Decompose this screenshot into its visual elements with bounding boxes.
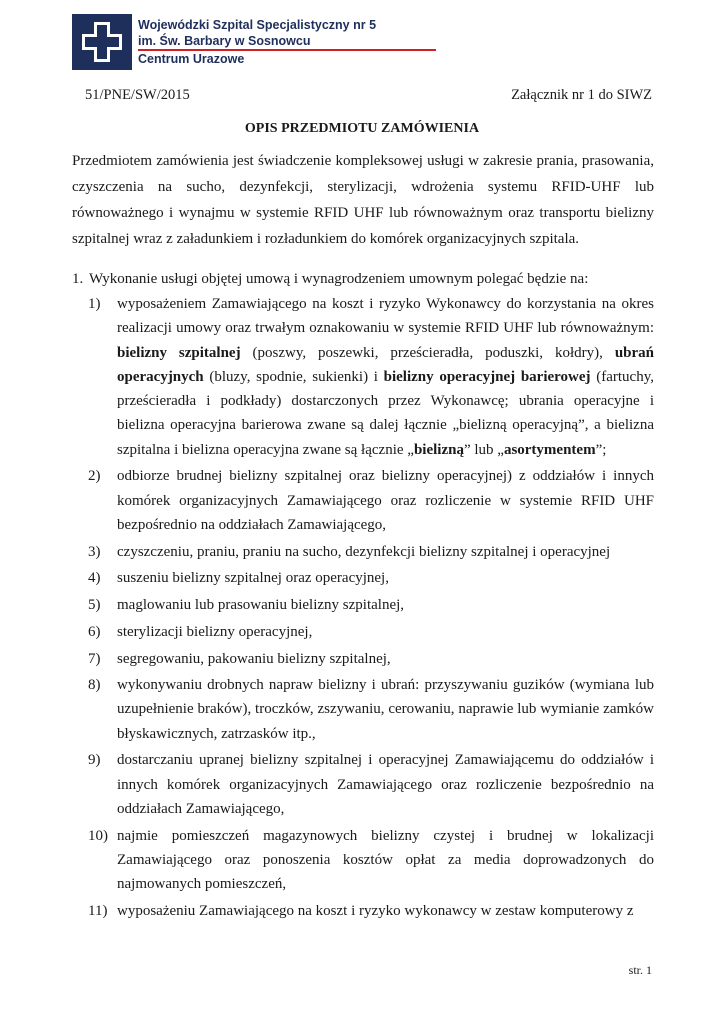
bold-term: asortymentem	[503, 441, 596, 458]
list-item-text: najmie pomieszczeń magazynowych bielizny czystej i brudnej w lokalizacji Zamawiającego oraz ponoszenia kosztów opłat za media doprowadzonych do najmowanych pomieszczeń,	[117, 827, 654, 893]
logo-line-2: im. Św. Barbary w Sosnowcu	[138, 34, 311, 48]
hospital-logo	[72, 14, 377, 70]
list-item	[88, 824, 654, 897]
section-1-lead	[72, 271, 588, 288]
page-title: OPIS PRZEDMIOTU ZAMÓWIENIA	[244, 121, 480, 136]
list-item-text: ” lub „	[463, 441, 504, 458]
list-item-number: 1)	[88, 296, 101, 312]
list-item-number: 4)	[88, 570, 101, 587]
list-item	[88, 593, 654, 617]
list-item	[88, 647, 654, 671]
list-item-number: 5)	[88, 597, 101, 614]
section-1-number: 1.	[72, 271, 84, 287]
intro-paragraph: Przedmiotem zamówienia jest świadczenie kompleksowej usługi w zakresie prania, prasowania, czyszczenia na sucho, dezynfekcji, sterylizacji, wdrożenia systemu RFID-UHF lub równoważnego i wynajmu w systemie RFID UHF lub równoważnym oraz transportu bielizny szpitalnej wraz z załadunkiem i rozładunkiem do komórek organizacyjnych szpitala.	[72, 153, 654, 247]
list-item	[88, 566, 654, 590]
logo-red-rule	[138, 49, 436, 51]
list-item-text: wyposażeniem Zamawiającego na koszt i ryzyko Wykonawcy do korzystania na okres realizacji umowy oraz trwałym oznakowaniu w systemie RFID UHF lub równoważnym:	[117, 296, 654, 337]
list-item-number: 8)	[88, 677, 101, 694]
logo-line-3: Centrum Urazowe	[138, 52, 245, 66]
list-item-text: (poszwy, poszewki, prześcieradła, poduszki, kołdry),	[240, 344, 615, 361]
list-item-text: ”;	[595, 441, 607, 458]
logo-line-1: Wojewódzki Szpital Specjalistyczny nr 5	[138, 18, 377, 32]
list-item-text: (fartuchy, prześcieradła i podkłady) dostarczonych przez Wykonawcę; ubrania operacyjne i bielizna operacyjna barierowa zwane są dalej łącznie „bielizną operacyjną”, a bielizna szpitalna i bielizna operacyjna zwane są łącznie „	[117, 368, 654, 458]
list-item-text: sterylizacji bielizny operacyjnej,	[117, 623, 313, 640]
list-item	[88, 540, 654, 564]
list-item-text: dostarczaniu upranej bielizny szpitalnej i operacyjnej Zamawiającemu do oddziałów i innych komórek organizacyjnych Zamawiającego oraz rozliczenie bezpośrednio na oddziałach Zamawiającego,	[117, 752, 654, 818]
list-item	[88, 899, 654, 923]
list-item-text: odbiorze brudnej bielizny szpitalnej oraz bielizny operacyjnej) z oddziałów i innych komórek organizacyjnych Zamawiającego oraz rozliczenie w systemie RFID UHF bezpośrednio na oddziałach Zamawiającego,	[117, 468, 654, 534]
list-item-number: 11)	[88, 903, 108, 920]
bold-term: ubrań operacyjnych	[117, 344, 654, 385]
list-item-number: 7)	[88, 650, 101, 667]
bold-term: bielizny operacyjnej barierowej	[383, 368, 591, 385]
list-item-text: segregowaniu, pakowaniu bielizny szpitalnej,	[117, 650, 391, 667]
list-item-number: 10)	[88, 827, 108, 844]
list-item	[88, 620, 654, 644]
list-item-number: 2)	[88, 468, 101, 485]
list-item-number: 3)	[88, 543, 101, 560]
list-item-text: wyposażeniu Zamawiającego na koszt i ryzyko wykonawcy w zestaw komputerowy z	[117, 903, 634, 920]
list-item	[88, 464, 654, 537]
list-item-number: 9)	[88, 752, 101, 769]
hospital-cross-icon	[72, 14, 132, 70]
list-item-text: suszeniu bielizny szpitalnej oraz operacyjnej,	[117, 570, 389, 587]
list-item	[88, 748, 654, 821]
page-number: str. 1	[628, 963, 652, 977]
services-list	[88, 292, 654, 926]
list-item	[88, 292, 654, 462]
list-item	[88, 673, 654, 746]
list-item-text: czyszczeniu, praniu, praniu na sucho, dezynfekcji bielizny szpitalnej i operacyjnej	[117, 543, 611, 560]
bold-term: bielizny szpitalnej	[117, 344, 241, 361]
list-item-text: wykonywaniu drobnych napraw bielizny i ubrań: przyszywaniu guzików (wymiana lub uzupełnienie braków), troczków, zszywaniu, cerowaniu, naprawie lub wymianie zamków błyskawicznych, zatrzasków itp.,	[117, 677, 654, 742]
document-reference: 51/PNE/SW/2015	[85, 87, 190, 103]
list-item-number: 6)	[88, 623, 101, 640]
bold-term: bielizną	[413, 441, 464, 458]
attachment-label: Załącznik nr 1 do SIWZ	[511, 87, 652, 103]
list-item-text: (bluzy, spodnie, sukienki) i	[203, 368, 384, 385]
section-1-lead-text: Wykonanie usługi objętej umową i wynagrodzeniem umownym polegać będzie na:	[89, 271, 589, 287]
list-item-text: maglowaniu lub prasowaniu bielizny szpitalnej,	[117, 597, 405, 614]
